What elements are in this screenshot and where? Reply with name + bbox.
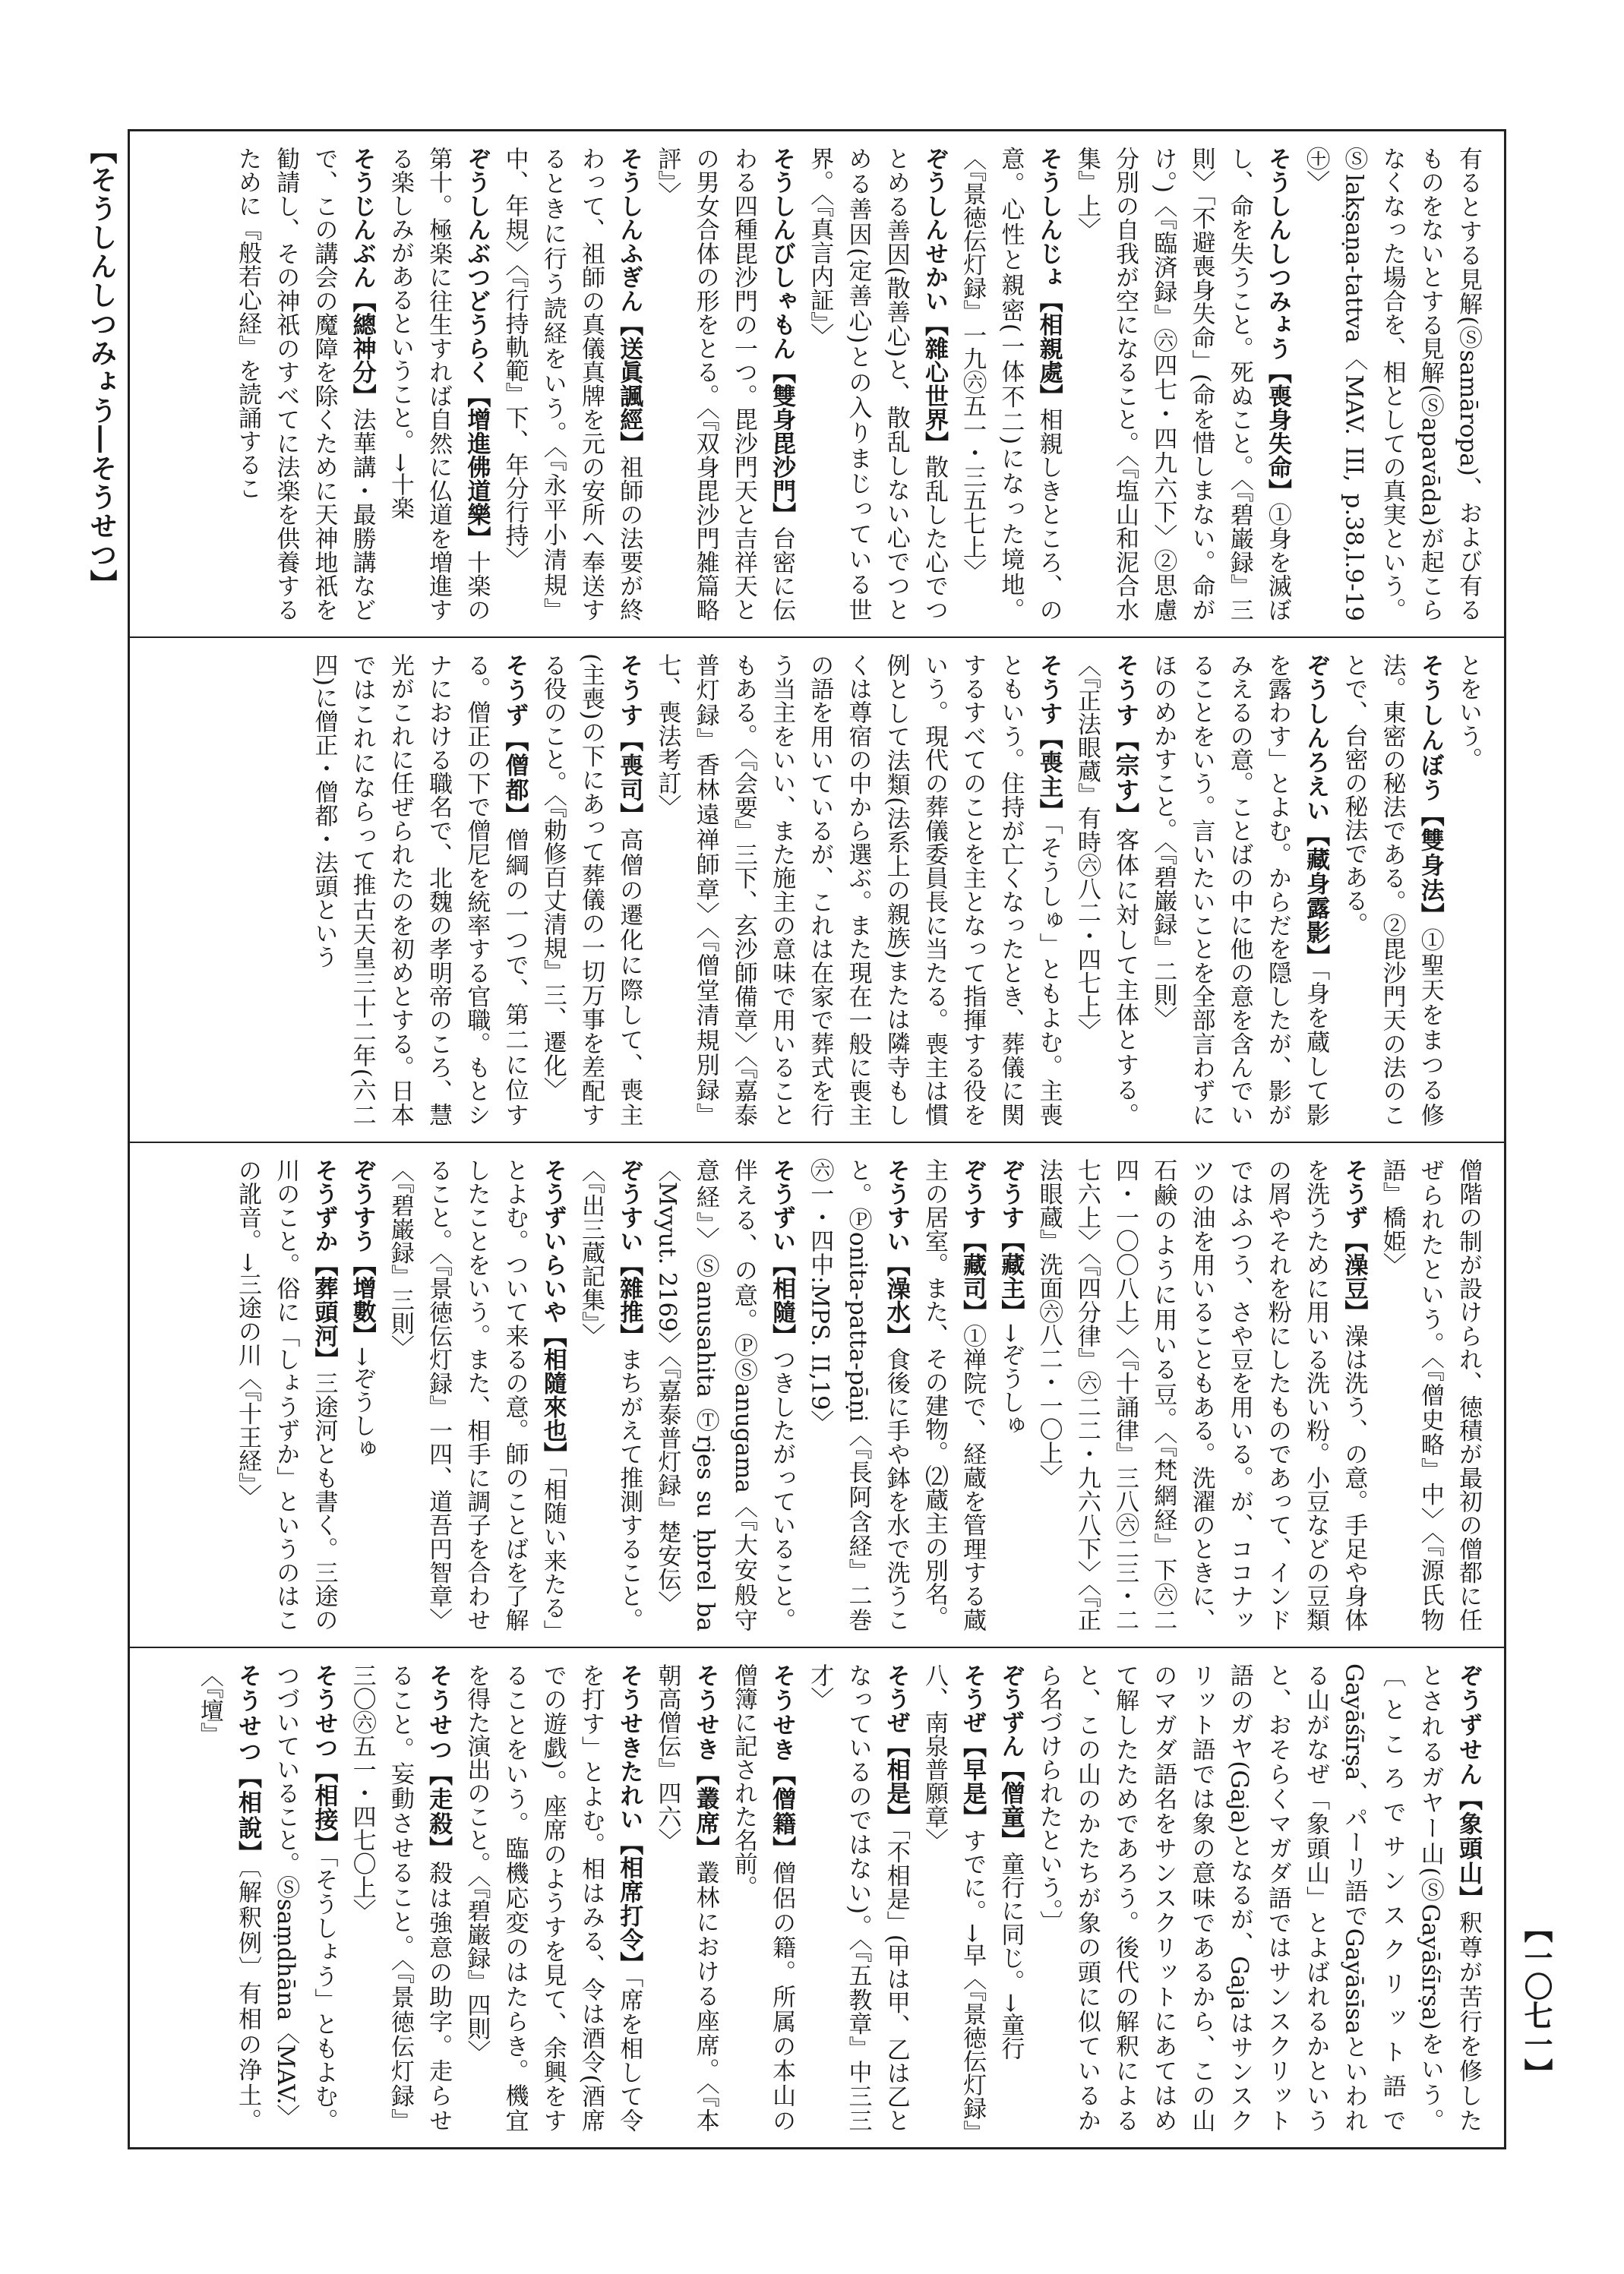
- dictionary-entry: [1029, 1158, 1373, 1631]
- dictionary-entry: [1144, 653, 1335, 1126]
- dictionary-entry: [1297, 147, 1487, 621]
- tier-text: [147, 147, 1487, 621]
- entry-body: 食後に手や鉢を水で洗うこと。Ⓟonita-patta-pāṇi〈『長阿含経』二巻㊅一・四中:MPS. II,19〉: [806, 1158, 910, 1632]
- dictionary-entry: [191, 1663, 267, 2132]
- dictionary-entry: [1373, 1158, 1487, 1631]
- entry-body: 法華講・最勝講などで、この講会の魔障を除くために天神地祇を勧請し、その神祇のすべてに法楽を供養するために『般若心経』を読誦するこ: [234, 147, 376, 622]
- dictionary-entry: [381, 147, 496, 621]
- entry-headword: そうす【宗す】: [1111, 653, 1139, 829]
- entry-body: 「そうしょう」ともよむ。つづいていること。Ⓢsaṃdhāna〈MAV.〉: [272, 1663, 338, 2133]
- dictionary-entry: [343, 1158, 381, 1631]
- entry-headword: ぞうすい【雜推】: [615, 1158, 643, 1348]
- entry-body: 十楽の第十。極楽に往生すれば自然に仏道を増進する楽しみがあるということ。→十楽: [386, 147, 491, 622]
- entry-body: 高僧の遷化に際して、喪主(主喪)の下にあって葬儀の一切万事を差配する役のこと。〈『勅修百丈清規』三、遷化〉: [539, 653, 643, 1127]
- entry-body: 相親しきところ、の意。心性と親密(一体不二)になった境地。〈『景徳伝灯録』一九㊅五一・三五七上〉: [959, 147, 1063, 622]
- entry-body: 僧侶の籍。所属の本山の僧簿に記された名前。: [729, 1663, 796, 2133]
- entry-body: 僧階の制が設けられ、徳積が最初の僧都に任ぜられたという。〈『僧史略』中〉〈『源氏物語』橋姫〉: [1378, 1158, 1482, 1631]
- entry-headword: ぞうずん【僧童】: [997, 1663, 1025, 1852]
- running-header: 【そうしんしつみょう―そうせつ】: [86, 137, 118, 599]
- tier-2: [130, 636, 1504, 1142]
- dictionary-entry: [457, 1663, 648, 2132]
- entry-headword: そうずいらいや【相隨來也】: [539, 1158, 567, 1466]
- entry-body: 澡は洗う、の意。手足や身体を洗うために用いる洗い粉。小豆などの豆類の屑やそれを粉にしたものであって、インドではふつう、さや豆を用いる。が、ココナッツの油を用いることもある。洗濯のときに、石鹸のように用いる豆。〈『梵網経』下㊅二四・一〇〇八上〉〈『十誦律』三八㊅二三・二七六上〉〈『四分律』㊅二二・九六八下〉〈『正法眼蔵』洗面㊅八二・一〇上〉: [1035, 1158, 1368, 1632]
- entry-headword: ぞうす【藏主】: [997, 1158, 1025, 1323]
- entry-body: すでに。→早〈『景徳伝灯録』八、南泉普願章〉: [920, 1663, 987, 2133]
- entry-headword: そうぜ【相是】: [882, 1663, 910, 1829]
- entry-headword: そうせつ【相接】: [310, 1663, 338, 1856]
- entry-headword: そうしんぼう【雙身法】: [1416, 653, 1444, 928]
- entry-body: 殺は強意の助字。走らせること。妄動させること。〈『景徳伝灯録』三〇㊅五一・四七〇上〉: [348, 1663, 453, 2133]
- entry-body: 客体に対して主体とする。〈『正法眼蔵』有時㊅八二・四七上〉: [1073, 653, 1139, 1127]
- dictionary-entry: [648, 653, 1067, 1126]
- dictionary-entry: [801, 1663, 915, 2132]
- entry-body: 祖師の法要が終わって、祖師の真儀真牌を元の安所へ奉送するときに行う読経をいう。〈『永平小清規』中、年規〉〈『行持軌範』下、年分行持〉: [501, 147, 643, 622]
- entry-headword: そうせき【僧籍】: [768, 1663, 796, 1862]
- entry-body: 「そうしゅ」ともよむ。主喪ともいう。住持が亡くなったとき、葬儀に関するすべてのことを主となって指揮する役をいう。現代の葬儀委員長に当たる。喪主は慣例として法類(法系上の親族)または隣寺もしくは尊宿の中から選ぶ。また現在一般に喪主の語を用いているが、これは在家で葬式を行う当主をいい、また施主の意味で用いることもある。〈『会要』三下、玄沙師備章〉〈『嘉泰普灯録』香林遠禅師章〉〈『僧堂清規別録』七、喪法考訂〉: [653, 653, 1063, 1127]
- entry-headword: そうず【澡豆】: [1340, 1158, 1368, 1325]
- dictionary-entry: [381, 1158, 572, 1631]
- tier-4: [130, 1647, 1504, 2147]
- entry-body: →ぞうしゅ: [348, 1347, 376, 1461]
- dictionary-entry: [1335, 653, 1449, 1126]
- entry-body: 有るとする見解(Ⓢsamāropa)、および有るものをないとする見解(Ⓢapavāda)が起こらなくなった場合を、相としての真実という。Ⓢlakṣaṇa-tattva〈MAV. III, p.38,l.9-19㊉〉: [1302, 147, 1482, 621]
- entry-headword: ぞうしんろえい【藏身露影】: [1302, 653, 1330, 969]
- entry-body: ①聖天をまつる修法。東密の秘法である。②毘沙門天の法のことで、台密の秘法である。: [1340, 653, 1444, 1127]
- dictionary-entry: [1449, 653, 1487, 1126]
- dictionary-entry: [801, 147, 953, 621]
- entry-body: 「席を相して令を打す」とよむ。相はみる、令は酒令(酒席での遊戯)。座席のようすを見て、余興をすることをいう。臨機応変のはたらき。機宜を得た演出のこと。〈『碧巌録』四則〉: [463, 1663, 643, 2133]
- dictionary-entry: [229, 1158, 343, 1631]
- tier-text: [147, 1663, 1487, 2132]
- entry-headword: そうぜ【早是】: [959, 1663, 987, 1829]
- dictionary-entry: [572, 1158, 648, 1631]
- entry-body: 叢林における座席。〈『本朝高僧伝』四六〉: [653, 1663, 719, 2133]
- dictionary-entry: [495, 147, 648, 621]
- entry-body: 「相随い来たる」とよむ。ついて来るの意。師のことばを了解したことをいう。また、相手に調子を合わせること。〈『景徳伝灯録』一四、道吾円智章〉〈『碧巌録』三則〉: [386, 1158, 567, 1632]
- entry-headword: そうしんふぎん【送眞諷經】: [615, 147, 643, 456]
- entry-body: 童行に同じ。→童行: [997, 1852, 1025, 2060]
- entry-headword: ぞうす【藏司】: [959, 1158, 987, 1325]
- dictionary-entry: [229, 147, 381, 621]
- entry-body: 僧綱の一つで、第二に位する。僧正の下で僧尼を統率する官職。もとシナにおける職名で、北魏の孝明帝のころ、慧光がこれに任ぜられたのを初めとする。日本ではこれにならって推古天皇三十二年(六二四)に僧正・僧都・法頭という: [310, 653, 529, 1127]
- entry-body: つきしたがっていること。伴える、の意。ⓅⓈanugama〈『大安般守意経』〉Ⓢanusahita Ⓣrjes su ḥbrel ba〈Mvyut. 2169〉〈『嘉泰普灯録』楚安伝〉: [653, 1158, 796, 1632]
- dictionary-entry: [648, 147, 801, 621]
- entry-headword: そうすい【澡水】: [882, 1158, 910, 1348]
- page-number: 【一〇七一】: [1519, 1914, 1553, 2087]
- tier-text: [147, 653, 1487, 1126]
- entry-body: とをいう。: [1455, 653, 1482, 771]
- entry-headword: そうす【喪主】: [1035, 653, 1063, 823]
- entry-headword: そうす【喪司】: [615, 653, 643, 829]
- entry-body: まちがえて推測すること。〈『出三蔵記集』〉: [577, 1158, 643, 1632]
- entry-body: ①身を滅ぼし、命を失うこと。死ぬこと。〈『碧巌録』三則〉「不避喪身失命」(命を惜しまない。命がけ。)〈『臨済録』㊅四七・四九六下〉②思慮分別の自我が空になること。〈『塩山和泥合水集』上〉: [1073, 147, 1291, 622]
- entry-headword: そうしんじょ【相親處】: [1035, 147, 1063, 408]
- entry-body: 「身を蔵して影を露わす」とよむ。からだを隠したが、影がみえるの意。ことばの中に他の意を含んでいることをいう。言いたいことを全部言わずにほのめかすこと。〈『碧巌録』二則〉: [1149, 653, 1330, 1127]
- entry-body: 釈尊が苦行を修したとされるガヤー山(ⓈGayāśīrṣa)をいう。〔ところでサンスクリット語でGayāśīrṣa、パーリ語でGayāsīsaといわれる山がなぜ「象頭山」とよばれるかというと、おそらくマガダ語ではサンスクリット語のガヤ(Gaja)となるが、Gajaはサンスクリット語では象の意味であるから、この山のマガダ語名をサンスクリットにあてはめて解したためであろう。後代の解釈によると、この山のかたちが象の頭に似ているから名づけられたという。〕: [1035, 1663, 1482, 2133]
- dictionary-entry: [1029, 1663, 1487, 2132]
- entry-headword: ぞうしんぶつどうらく【增進佛道樂】: [463, 147, 491, 551]
- entry-body: 三途河とも書く。三途の川のこと。俗に「しょうずか」というのはこの訛音。→三途の川〈『十王経』〉: [234, 1158, 338, 1632]
- entry-headword: そうずい【相隨】: [768, 1158, 796, 1348]
- dictionary-entry: [991, 1663, 1029, 2132]
- dictionary-entry: [915, 1158, 991, 1631]
- entry-headword: そうしんしつみょう【喪身失命】: [1263, 147, 1291, 503]
- tier-text: [147, 1158, 1487, 1631]
- entry-headword: ぞうしんせかい【雜心世界】: [920, 147, 948, 456]
- entry-body: 散乱した心でつとめる善因(散善心)と、散乱しない心でつとめる善因(定善心)との入りまじっている世界。〈『真言内証』〉: [806, 147, 948, 622]
- entry-headword: ぞうずせん【象頭山】: [1455, 1663, 1482, 1911]
- dictionary-entry: [725, 1663, 801, 2132]
- entry-headword: そうせつ【走殺】: [425, 1663, 453, 1862]
- entry-body: ①禅院で、経蔵を管理する蔵主の居室。また、その建物。⑵蔵主の別名。: [920, 1158, 987, 1632]
- dictionary-entry: [953, 147, 1068, 621]
- tier-1: [130, 131, 1504, 636]
- entry-headword: そうしんびしゃもん【雙身毘沙門】: [768, 147, 796, 527]
- dictionary-entry: [343, 1663, 457, 2132]
- entry-headword: そうせきたれい【相席打令】: [615, 1663, 643, 1976]
- dictionary-entry: [648, 1663, 724, 2132]
- entry-body: →ぞうしゅ: [997, 1323, 1025, 1437]
- entry-headword: ぞうすう【增數】: [348, 1158, 376, 1347]
- page-frame: [128, 129, 1506, 2149]
- entry-headword: そうずか【葬頭河】: [310, 1158, 338, 1372]
- entry-headword: そうせき【叢席】: [691, 1663, 719, 1861]
- dictionary-entry: [1068, 653, 1144, 1126]
- entry-headword: そうじんぶん【總神分】: [348, 147, 376, 408]
- dictionary-entry: [267, 1663, 343, 2132]
- dictionary-entry: [801, 1158, 915, 1631]
- dictionary-entry: [534, 653, 649, 1126]
- dictionary-entry: [915, 1663, 991, 2132]
- tier-3: [130, 1142, 1504, 1647]
- entry-body: 〔解釈例〕有相の浄土。〈『壇』: [195, 1663, 261, 2133]
- entry-headword: そうず【僧都】: [501, 653, 529, 829]
- entry-headword: そうせつ【相說】: [234, 1663, 261, 1867]
- dictionary-entry: [648, 1158, 801, 1631]
- dictionary-entry: [1068, 147, 1297, 621]
- dictionary-entry: [991, 1158, 1029, 1631]
- dictionary-entry: [305, 653, 533, 1126]
- entry-body: 「不相是」(甲は甲、乙は乙となっているのではない)。〈『五教章』中三三才〉: [806, 1663, 910, 2132]
- entry-body: 台密に伝わる四種毘沙門の一つ。毘沙門天と吉祥天との男女合体の形をとる。〈『双身毘沙門雑篇略評』〉: [653, 147, 796, 622]
